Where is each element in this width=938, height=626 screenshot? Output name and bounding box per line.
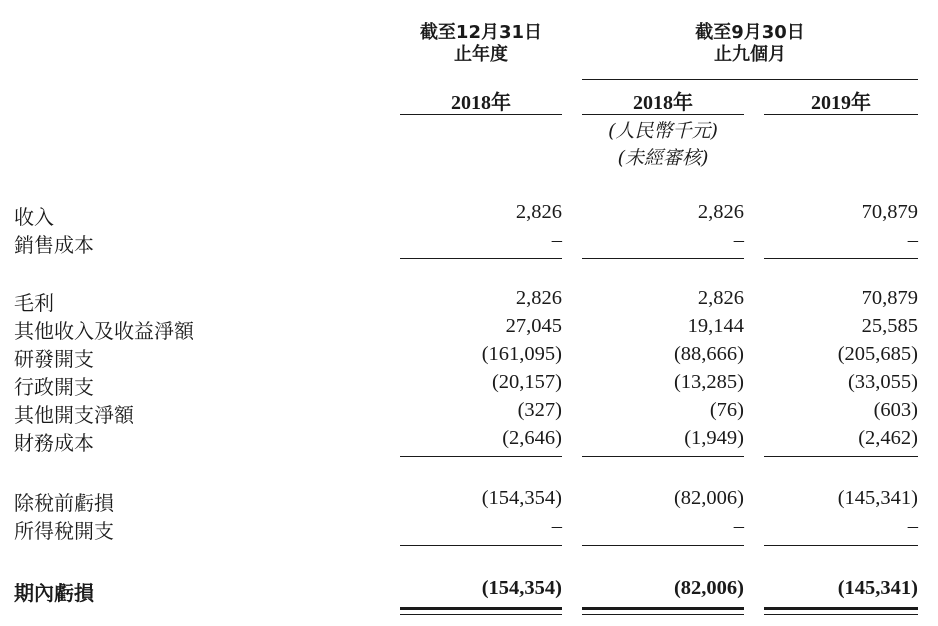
row-value: – [907,229,918,251]
row-value: (1,949) [684,427,744,449]
row-value: 70,879 [861,287,918,309]
row-value: (603) [873,399,918,421]
row-value: (20,157) [491,371,562,393]
row-value: (161,095) [481,343,562,365]
row-label: 財務成本 [14,431,94,455]
subtotal-rule [400,456,562,457]
row-value: (82,006) [673,487,744,509]
row-value: (2,462) [858,427,918,449]
total-double-rule [400,607,562,610]
row-label: 所得稅開支 [14,519,114,543]
row-label: 毛利 [14,291,54,315]
row-value: 2,826 [515,201,562,223]
row-value: – [551,515,562,537]
unit-unaudited: (未經審核) [617,147,709,169]
year-header-3: 2019年 [811,92,871,114]
row-label: 收入 [14,205,54,229]
total-double-rule [764,614,918,615]
row-value: – [551,229,562,251]
unit-currency: (人民幣千元) [608,120,718,142]
row-value: (205,685) [837,343,918,365]
row-value: (145,341) [837,577,918,599]
row-value: (327) [517,399,562,421]
subtotal-rule [764,258,918,259]
subtotal-rule [764,545,918,546]
total-double-rule [582,607,744,610]
year-rule-2 [582,114,744,115]
row-value: (33,055) [847,371,918,393]
nine-months-header [582,22,918,66]
subtotal-rule [764,456,918,457]
nine-months-header-line2: 止九個月 [714,44,786,65]
year-header-2: 2018年 [633,92,693,114]
row-label: 研發開支 [14,347,94,371]
row-label: 除稅前虧損 [14,491,114,515]
row-value: (154,354) [481,487,562,509]
row-label: 其他收入及收益淨額 [14,319,194,343]
row-label: 其他開支淨額 [14,403,134,427]
row-value: (88,666) [673,343,744,365]
row-value: (2,646) [502,427,562,449]
row-value: 2,826 [697,287,744,309]
subtotal-rule [582,545,744,546]
total-double-rule [764,607,918,610]
total-double-rule [400,614,562,615]
row-label: 期內虧損 [14,581,94,605]
total-double-rule [582,614,744,615]
row-value: – [907,515,918,537]
row-value: – [733,229,744,251]
row-value: (13,285) [673,371,744,393]
row-value: (154,354) [481,577,562,599]
row-value: 2,826 [697,201,744,223]
year-rule-3 [764,114,918,115]
row-value: (76) [709,399,744,421]
row-value: 2,826 [515,287,562,309]
row-label: 行政開支 [14,375,94,399]
row-value: (82,006) [673,577,744,599]
row-value: 19,144 [687,315,744,337]
fy-header-line2: 止年度 [454,44,508,65]
header-rule [582,79,918,80]
subtotal-rule [400,258,562,259]
subtotal-rule [582,456,744,457]
row-label: 銷售成本 [14,233,94,257]
fy-header-line1: 截至12月31日 [419,22,543,43]
row-value: – [733,515,744,537]
year-header-1: 2018年 [451,92,511,114]
year-rule-1 [400,114,562,115]
row-value: (145,341) [837,487,918,509]
subtotal-rule [582,258,744,259]
row-value: 70,879 [861,201,918,223]
fy-header [400,22,562,66]
unit-note [582,118,744,172]
subtotal-rule [400,545,562,546]
row-value: 27,045 [505,315,562,337]
nine-months-header-line1: 截至9月30日 [695,22,805,43]
row-value: 25,585 [861,315,918,337]
